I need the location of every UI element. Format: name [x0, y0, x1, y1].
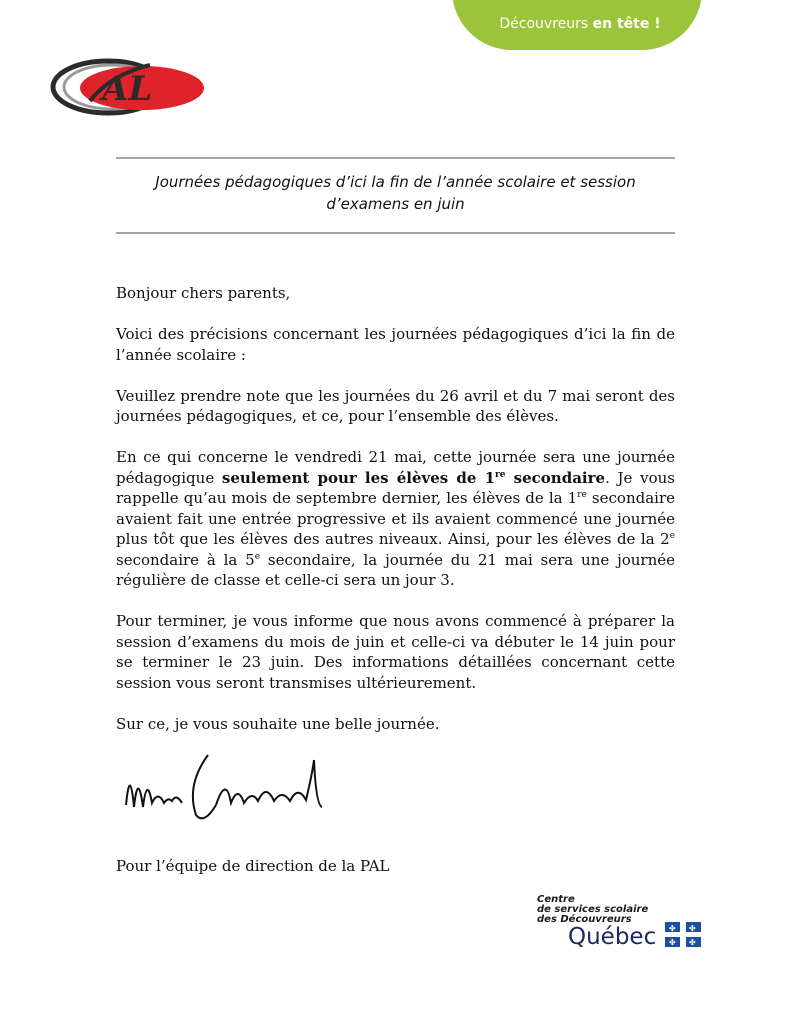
p3-sup-2: e — [669, 531, 675, 541]
banner-slogan-regular: Découvreurs — [499, 16, 593, 32]
css-line-2: de services scolaire — [537, 904, 649, 915]
p3-bold-emphasis — [222, 469, 605, 487]
paragraph-pedagogical-days: Veuillez prendre note que les journées du 26 avril et du 7 mai seront des journées pédagogiques, et ce, pour l’ensemble des élèves. — [116, 386, 675, 425]
banner-slogan — [480, 16, 680, 32]
letter-body — [116, 283, 675, 755]
p3-text-a: En ce qui concerne le vendredi 21 mai, cette journée sera une journée pédagogique — [116, 448, 675, 487]
css-line-3: des Découvreurs — [537, 914, 632, 925]
handwritten-signature — [116, 745, 331, 835]
css-organization-name — [537, 895, 648, 925]
paragraph-intro: Voici des précisions concernant les journées pédagogiques d’ici la fin de l’année scolaire : — [116, 325, 675, 364]
closing: Sur ce, je vous souhaite une belle journée. — [116, 714, 440, 733]
title-rule-bottom — [116, 232, 675, 234]
svg-text:✤: ✤ — [669, 938, 676, 947]
greeting: Bonjour chers parents, — [116, 284, 291, 302]
quebec-flag-icon — [665, 922, 701, 947]
svg-text:✤: ✤ — [689, 938, 696, 947]
p3-sup-3: e — [254, 551, 261, 562]
p3-text-c: secondaire avaient fait une entrée progressive et ils avaient commencé une journée plus tôt que les élèves des autres niveaux. Ainsi, pour les élèves de la 2 — [116, 489, 675, 548]
p3-text-d: secondaire à la 5 — [116, 550, 255, 569]
svg-text:✤: ✤ — [689, 924, 696, 933]
paragraph-may-21 — [116, 447, 675, 591]
pal-school-logo — [50, 55, 215, 117]
svg-text:AL: AL — [102, 69, 153, 109]
p3-bold-a: seulement pour les élèves de 1 — [221, 468, 496, 487]
p3-sup-1: re — [577, 490, 587, 500]
document-title-line-2: d’examens en juin — [326, 195, 465, 213]
p3-bold-sup: re — [495, 469, 506, 480]
paragraph-exams: Pour terminer, je vous informe que nous avons commencé à préparer la session d’examens du mois de juin et celle-ci va débuter le 14 juin pour se terminer le 23 juin. Des informations détaillées concernant cette session vous seront transmises ultérieurement. — [116, 612, 675, 692]
css-line-1: Centre — [537, 894, 575, 905]
title-rule-top — [116, 157, 675, 159]
sign-off: Pour l’équipe de direction de la PAL — [116, 857, 390, 875]
svg-text:✤: ✤ — [669, 924, 676, 933]
quebec-wordmark: Québec — [568, 924, 657, 950]
p3-text-e: secondaire, la journée du 21 mai sera une journée régulière de classe et celle-ci sera un jour 3. — [116, 550, 675, 589]
p3-bold-b: secondaire — [505, 468, 606, 487]
document-title — [116, 171, 675, 215]
p3-text-b: . Je vous rappelle qu’au mois de septembre dernier, les élèves de la 1 — [116, 468, 675, 507]
banner-slogan-bold: en tête ! — [592, 16, 661, 32]
document-title-line-1: Journées pédagogiques d’ici la fin de l’année scolaire et session — [155, 173, 636, 191]
